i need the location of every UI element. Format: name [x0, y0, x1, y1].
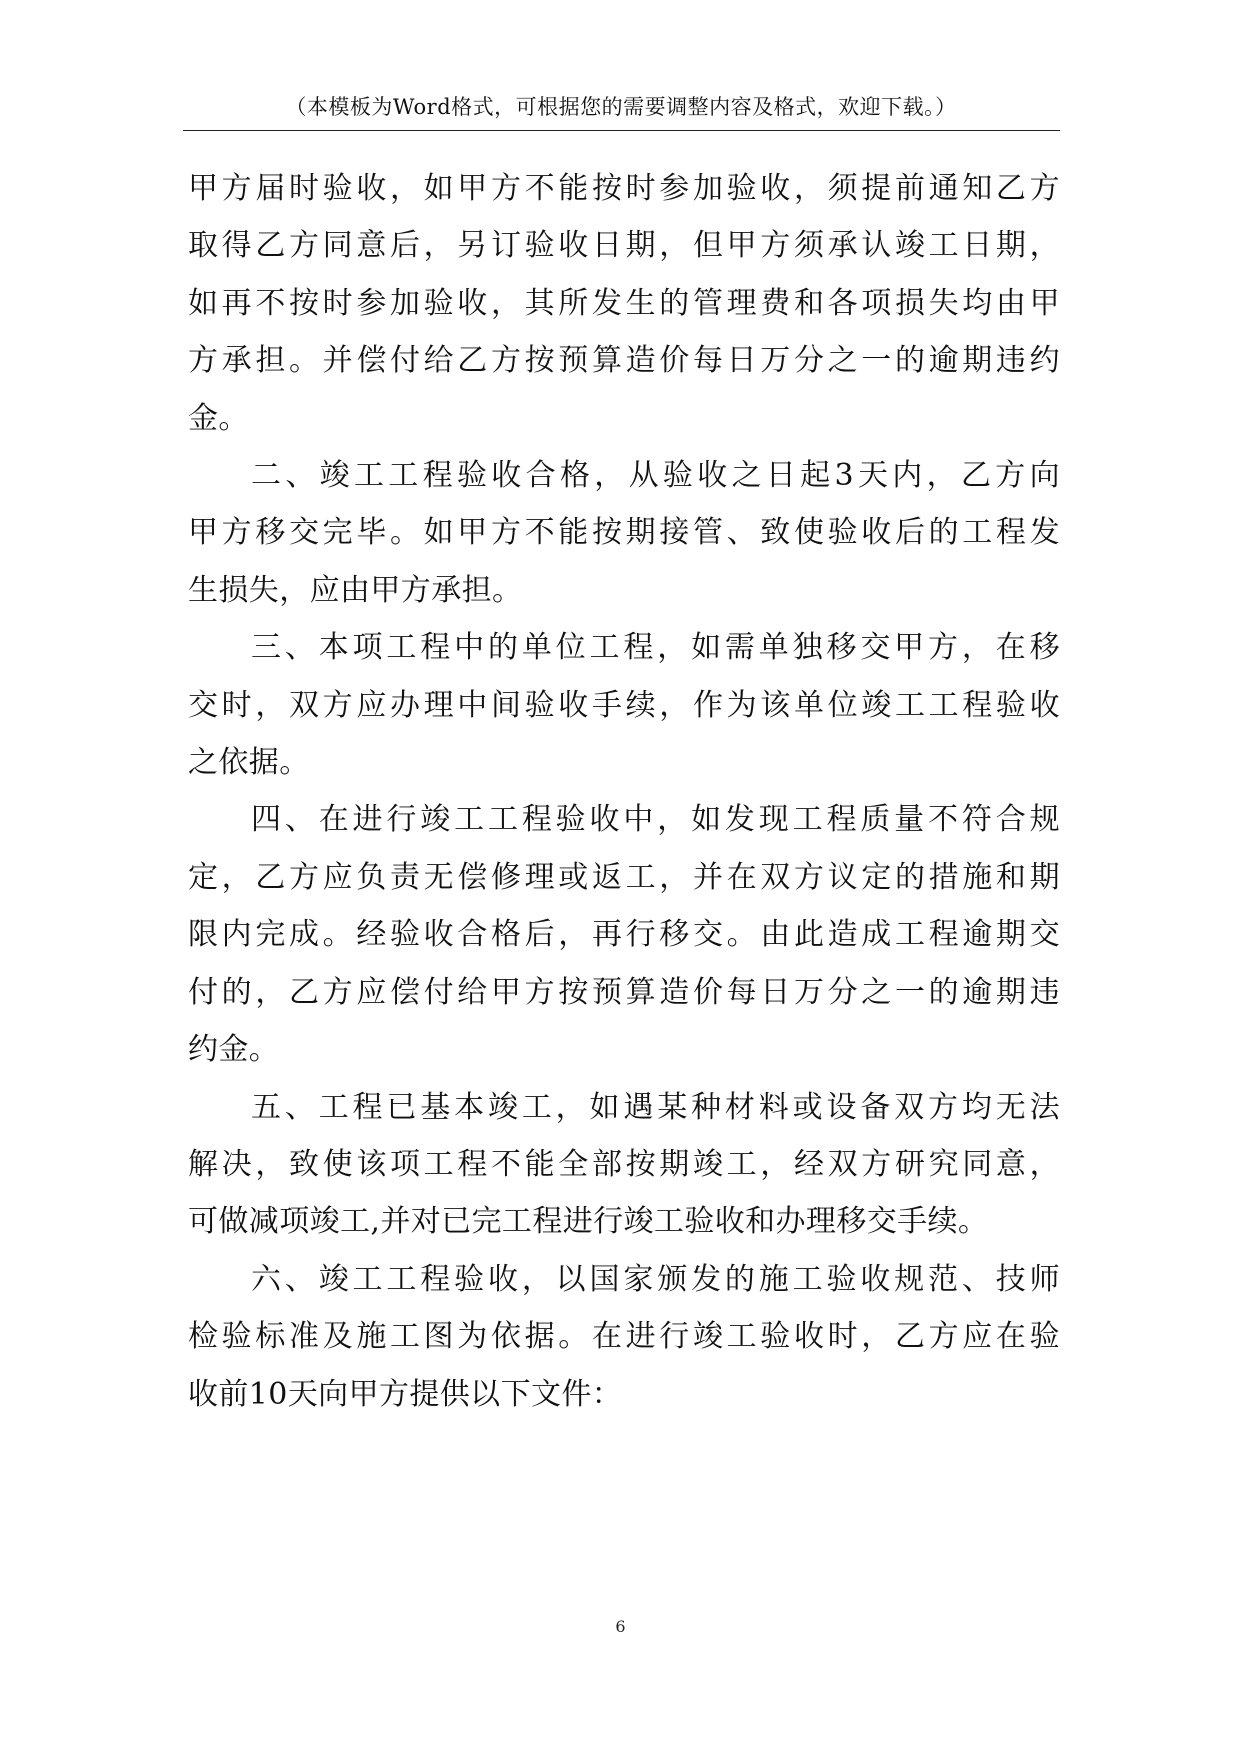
text-line: 六、竣工工程验收，以国家颁发的施工验收规范、技师 — [251, 1261, 1060, 1297]
text-line: 如再不按时参加验收，其所发生的管理费和各项损失均由甲 — [188, 285, 1060, 321]
text-line: 之依据。 — [188, 745, 310, 781]
paragraph-clause-4 — [188, 791, 1060, 1078]
text-line: 甲方移交完毕。如甲方不能按期接管、致使验收后的工程发 — [188, 515, 1060, 551]
text-line: 甲方届时验收，如甲方不能按时参加验收，须提前通知乙方 — [188, 171, 1060, 206]
header-divider — [183, 130, 1060, 131]
paragraph-clause-2 — [188, 447, 1060, 619]
text-line: 解决，致使该项工程不能全部按期竣工，经双方研究同意， — [188, 1146, 1060, 1182]
text-line: 方承担。并偿付给乙方按预算造价每日万分之一的逾期违约 — [188, 343, 1060, 379]
text-line: 取得乙方同意后，另订验收日期，但甲方须承认竣工日期， — [188, 228, 1060, 264]
text-line: 四、在进行竣工工程验收中，如发现工程质量不符合规 — [251, 802, 1060, 838]
document-body — [188, 160, 1060, 1423]
text-line: 检验标准及施工图为依据。在进行竣工验收时，乙方应在验 — [188, 1319, 1060, 1355]
text-line: 限内完成。经验收合格后，再行移交。由此造成工程逾期交 — [188, 917, 1060, 953]
text-line: 收前10天向甲方提供以下文件： — [188, 1376, 623, 1412]
text-line: 三、本项工程中的单位工程，如需单独移交甲方，在移 — [251, 630, 1060, 666]
page-number: 6 — [615, 1617, 626, 1636]
text-line: 定，乙方应负责无偿修理或返工，并在双方议定的措施和期 — [188, 859, 1060, 895]
paragraph-clause-3 — [188, 619, 1060, 791]
paragraph-clause-5 — [188, 1079, 1060, 1251]
paragraph-continuation — [188, 160, 1060, 447]
text-line: 约金。 — [188, 1032, 280, 1068]
template-note-header: （本模板为Word格式，可根据您的需要调整内容及格式，欢迎下载。） — [285, 95, 957, 119]
text-line: 生损失，应由甲方承担。 — [188, 572, 523, 608]
text-line: 二、竣工工程验收合格，从验收之日起3天内，乙方向 — [251, 458, 1060, 494]
text-line: 五、工程已基本竣工，如遇某种材料或设备双方均无法 — [251, 1089, 1060, 1125]
text-line: 可做减项竣工,并对已完工程进行竣工验收和办理移交手续。 — [188, 1204, 989, 1240]
text-line: 交时，双方应办理中间验收手续，作为该单位竣工工程验收 — [188, 687, 1060, 723]
text-line: 付的，乙方应偿付给甲方按预算造价每日万分之一的逾期违 — [188, 974, 1060, 1010]
paragraph-clause-6 — [188, 1251, 1060, 1423]
text-line: 金。 — [188, 400, 249, 436]
